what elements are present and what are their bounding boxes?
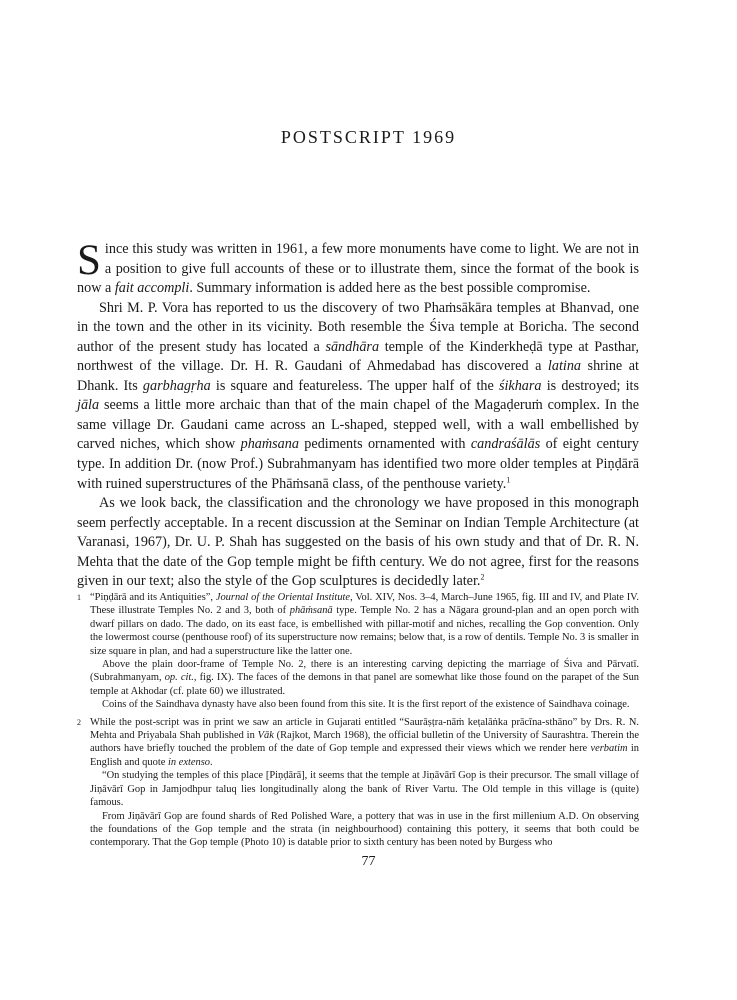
footnote-paragraph [90,810,639,850]
text-run: temple of the Kinderkheḍā type at Pasthar, northwest of the village. Dr. H. R. Gaudani of Ahmedabad has discovered a [77,338,639,375]
text-run: From Jiṇāvārī Gop are found shards of Red Polished Ware, a pottery that was in use in the first millenium A.D. On observing the foundations of the Gop temple and the strata (in neighbourhood) containing this pottery, it seems that both could be contemporary. That the Gop temple (Photo 10) is datable prior to sixth century has been noted by Burgess who [90,810,639,849]
footnote-marker: 1 [77,593,81,602]
italic-term: fait accompli [114,280,190,297]
italic-term: candraśālās [470,436,541,453]
text-run: (Rajkot, March 1968), the official bulletin of the University of Saurashtra. Therein the authors have briefly touched the problem of the date of Gop temple and expressed their views which we render here [90,730,639,755]
italic-term: śikhara [498,377,542,394]
footnote-paragraph [90,698,639,711]
footnote-2 [77,716,639,850]
footnote-paragraph [90,716,639,770]
footnote-paragraph [90,658,639,698]
footnote-ref-2[interactable]: 2 [480,572,485,582]
text-run: ince this study was written in 1961, a few more monuments have come to light. We are not in a position to give full accounts of these or to illustrate them, since the format of the book is now a [77,241,639,297]
text-run: type. Temple No. 2 has a Nāgara ground-plan and an open porch with dwarf pillars on dado. The dado, on its east face, is embellished with pillar-motif and niches, recalling the Gop convention. Only the lowermost course (penthouse roof) of its superstructure now remains; below that, is a row of dentils. Temple No. 3 is smaller in size square in plan, and had a superstructure like the latter one. [90,605,639,657]
text-run: As we look back, the classification and the chronology we have proposed in this monograph seem perfectly acceptable. In a recent discussion at the Seminar on Indian Temple Architecture (at Varanasi, 1967), Dr. U. P. Shah has suggested on the basis of his own study and that of Dr. R. N. Mehta that the date of the Gop temple might be fifth century. We do not agree, first for the reasons given in our text; also the style of the Gop sculptures is decidedly later. [77,495,639,590]
footnote-paragraph [90,769,639,809]
italic-term: phāṁsanā [289,605,333,617]
drop-cap: S [77,237,101,284]
text-run: “On studying the temples of this place [Piṇḍārā], it seems that the temple at Jiṇāvārī Gop is their precursor. The small village of Jiṇāvārī Gop in Jamjodhpur taluq lies longitudinally along the bank of River Vartu. The Old temple in this village is (quite) famous. [90,770,639,809]
page-title: POSTSCRIPT 1969 [280,127,457,147]
text-run: , Vol. XIV, Nos. 3–4, March–June 1965, fig. III and IV, and Plate IV. These illustrate Temples No. 2 and 3, both of [90,592,639,617]
text-run: While the post-script was in print we saw an article in Gujarati entitled “Saurāṣṭra-nāṁ keṭalāṅka prācīna-sthāno” by Drs. R. N. Mehta and Priyabala Shah published in [90,716,639,742]
italic-term: in extenso [167,756,211,768]
page-number: 77 [361,854,376,869]
text-run: “Piṇḍārā and its Antiquities”, [90,592,216,603]
footnote-ref-1[interactable]: 1 [506,474,511,484]
paragraph-2 [77,299,639,494]
text-run: in English and quote [90,743,639,768]
italic-term: Journal of the Oriental Institute [215,592,351,603]
text-run: Above the plain door-frame of Temple No. 2, there is an interesting carving depicting the marriage of Śiva and Pārvatī. (Subrahmanyam, [90,659,639,684]
text-run: . [210,756,213,768]
text-run: seems a little more archaic than that of the main chapel of the Magaḍeruṁ complex. In the same village Dr. Gaudani came across an L-shaped, stepped well, with a wall embellished by carved niches, which show [77,397,639,453]
footnote-1 [77,591,639,712]
main-text [77,237,640,592]
italic-term: sāndhāra [325,338,380,355]
italic-term: Vāk [257,730,274,742]
italic-term: jāla [77,397,100,414]
text-run: pediments ornamented with [298,436,471,453]
italic-term: garbhagṛha [142,377,211,394]
footnote-paragraph [90,591,639,658]
text-run: is square and featureless. The upper half of the [210,377,499,394]
italic-term: latina [547,358,582,375]
text-run: Shri M. P. Vora has reported to us the discovery of two Phaṁsākāra temples at Bhanvad, one in the town and the other in its vicinity. Both resemble the Śiva temple at Boricha. The second author of the present study has located a [77,299,639,355]
footnote-marker: 2 [77,717,81,727]
text-run: Coins of the Saindhava dynasty have also been found from this site. It is the first report of the existence of Saindhava coinage. [102,699,630,711]
italic-term: op. cit. [164,672,194,684]
paragraph-1 [77,237,639,299]
italic-term: verbatim [590,743,628,755]
paragraph-3 [77,494,639,592]
text-run: is destroyed; its [541,377,640,394]
text-run: . Summary information is added here as the best possible compromise. [189,280,591,297]
footnotes [77,591,639,854]
text-run: shrine at Dhank. Its [77,358,639,394]
italic-term: phaṁsana [240,436,299,453]
text-run: , fig. IX). The faces of the demons in that panel are somewhat like those found on the parapet of the Sun temple at Akhodar (cf. plate 60) we illustrated. [90,672,640,697]
text-run: of eight century type. In addition Dr. (now Prof.) Subrahmanyam has identified two more older temples at Piṇḍārā with ruined superstructures of the Phāṁsanā class, of the penthouse variety. [77,436,639,492]
